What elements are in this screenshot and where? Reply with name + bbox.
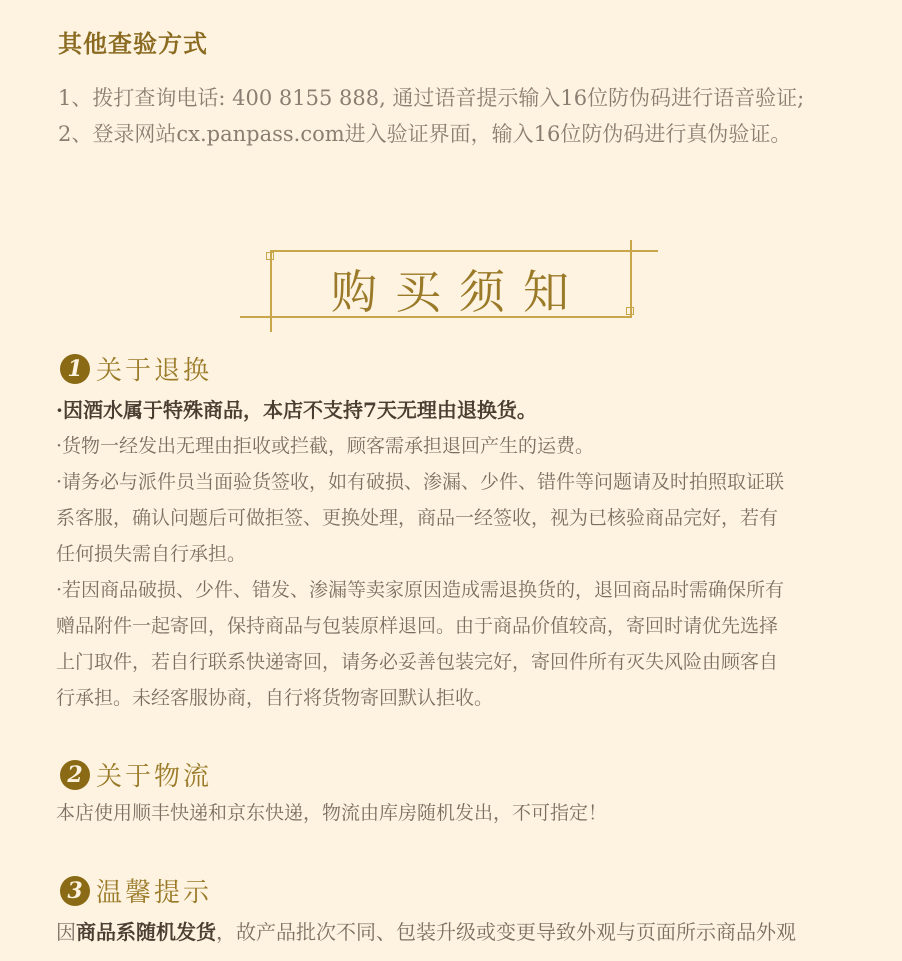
section-returns-heading bbox=[60, 350, 212, 387]
section-title: 温馨提示 bbox=[96, 878, 213, 908]
tips-text bbox=[56, 914, 856, 950]
returns-rule-2: ·货物一经发出无理由拒收或拦截，顾客需承担退回产生的运费。 bbox=[56, 435, 595, 457]
section-tips-heading bbox=[60, 872, 212, 909]
purchase-notice-banner bbox=[240, 240, 660, 332]
section-logistics-heading bbox=[60, 756, 212, 793]
tips-pre: 因 bbox=[56, 920, 76, 944]
returns-rule-3a: ·请务必与派件员当面验货签收，如有破损、渗漏、少件、错件等问题请及时拍照取证联 bbox=[56, 471, 785, 493]
returns-rule-3c: 任何损失需自行承担。 bbox=[56, 543, 247, 565]
returns-rule-4b: 赠品附件一起寄回，保持商品与包装原样退回。由于商品价值较高，寄回时请优先选择 bbox=[56, 615, 779, 637]
other-methods-title: 其他查验方式 bbox=[58, 29, 208, 58]
section-number-badge: 1 bbox=[60, 354, 90, 384]
logistics-text: 本店使用顺丰快递和京东快递，物流由库房随机发出，不可指定！ bbox=[56, 802, 608, 824]
tips-bold: 商品系随机发货 bbox=[76, 920, 216, 944]
section-number-badge: 3 bbox=[60, 876, 90, 906]
section-title: 关于退换 bbox=[96, 356, 213, 386]
section-title: 关于物流 bbox=[96, 762, 213, 792]
banner-title: 购买须知 bbox=[331, 265, 587, 319]
returns-content bbox=[56, 392, 856, 716]
returns-policy-bold: ·因酒水属于特殊商品，本店不支持7天无理由退换货。 bbox=[56, 398, 537, 422]
section-number-badge: 2 bbox=[60, 760, 90, 790]
returns-rule-4a: ·若因商品破损、少件、错发、渗漏等卖家原因造成需退换货的，退回商品时需确保所有 bbox=[56, 579, 785, 601]
tips-rest: ，故产品批次不同、包装升级或变更导致外观与页面所示商品外观 bbox=[216, 920, 796, 944]
returns-rule-4c: 上门取件，若自行联系快递寄回，请务必妥善包装完好，寄回件所有灭失风险由顾客自 bbox=[56, 651, 779, 673]
returns-rule-3b: 系客服，确认问题后可做拒签、更换处理，商品一经签收，视为已核验商品完好，若有 bbox=[56, 507, 779, 529]
returns-rule-4d: 行承担。未经客服协商，自行将货物寄回默认拒收。 bbox=[56, 687, 494, 709]
verify-web-line: 2、登录网站cx.panpass.com进入验证界面，输入16位防伪码进行真伪验证。 bbox=[58, 122, 792, 146]
verify-phone-line: 1、拨打查询电话: 400 8155 888, 通过语音提示输入16位防伪码进行语音验证; bbox=[58, 86, 805, 110]
